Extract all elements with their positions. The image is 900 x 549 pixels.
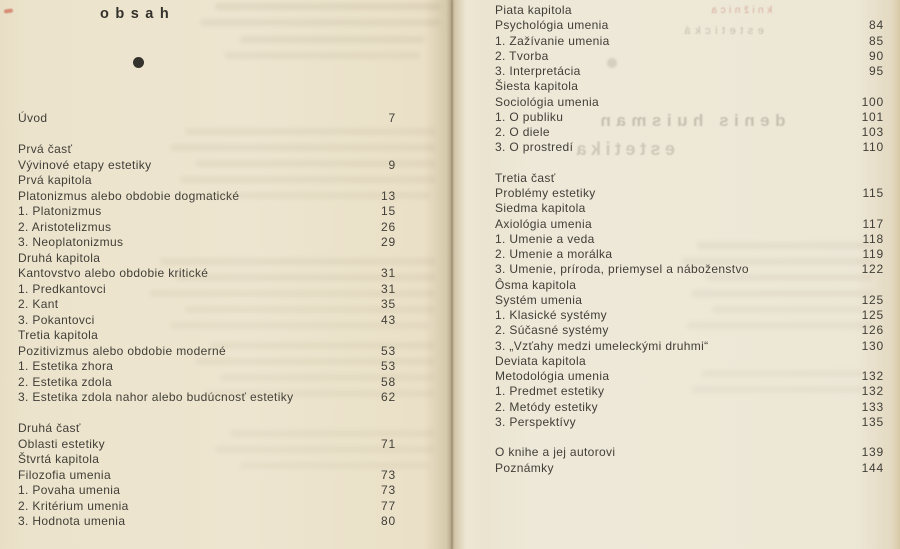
toc-entry-title: 2. Metódy estetiky <box>495 399 599 414</box>
toc-entry <box>18 111 396 127</box>
toc-entry-title: 1. O publiku <box>495 109 564 124</box>
toc-entry-title: 3. Hodnota umenia <box>18 514 126 528</box>
toc-entry-page-number: 43 <box>381 312 396 327</box>
toc-entry <box>18 375 396 391</box>
toc-list-right <box>495 3 884 476</box>
toc-entry-page-number: 9 <box>388 157 396 172</box>
toc-entry-page-number: 26 <box>381 219 396 234</box>
toc-entry <box>495 232 884 247</box>
toc-heading <box>495 79 884 94</box>
toc-entry-title: Prvá časť <box>18 142 73 156</box>
toc-entry-page-number: 103 <box>861 125 884 139</box>
toc-heading <box>495 354 884 369</box>
toc-entry <box>18 189 396 205</box>
toc-entry-title: 2. Aristotelizmus <box>18 219 112 234</box>
toc-entry-page-number: 58 <box>381 374 396 389</box>
toc-entry-title: 1. Predkantovci <box>18 281 106 296</box>
toc-entry-page-number: 73 <box>381 483 396 497</box>
toc-entry-title: Psychológia umenia <box>495 18 609 33</box>
toc-entry <box>495 461 884 476</box>
toc-entry-title: Ôsma kapitola <box>495 277 577 292</box>
toc-entry-title: Siedma kapitola <box>495 201 586 216</box>
contents-title: obsah <box>100 6 176 22</box>
toc-entry <box>18 282 396 298</box>
toc-entry-title: Pozitivizmus alebo obdobie moderné <box>18 343 227 358</box>
bleedthrough-line <box>200 19 440 26</box>
toc-entry-page-number: 100 <box>861 94 884 109</box>
bleedthrough-line <box>215 3 440 10</box>
toc-entry <box>495 247 884 262</box>
toc-entry <box>495 400 884 415</box>
toc-entry-page-number: 90 <box>869 48 884 63</box>
toc-list-left <box>18 111 396 530</box>
toc-entry-title: Druhá časť <box>18 421 81 435</box>
toc-entry <box>495 34 884 49</box>
toc-entry-page-number: 31 <box>381 266 396 280</box>
toc-entry <box>495 384 884 399</box>
toc-entry-page-number: 133 <box>861 399 884 414</box>
toc-entry-page-number: 125 <box>861 308 884 322</box>
toc-entry-page-number: 73 <box>381 467 396 482</box>
toc-entry-title: Vývinové etapy estetiky <box>18 157 152 172</box>
toc-entry-title: Štvrtá kapitola <box>18 452 100 466</box>
toc-entry-page-number: 132 <box>861 369 884 383</box>
toc-entry <box>495 18 884 33</box>
toc-entry-title: Prvá kapitola <box>18 173 92 187</box>
toc-entry <box>18 359 396 375</box>
toc-entry-page-number: 118 <box>862 231 884 246</box>
toc-entry-title: 3. O prostredí <box>495 140 574 155</box>
toc-entry <box>495 49 884 64</box>
toc-entry <box>18 204 396 220</box>
toc-entry-title: 1. Estetika zhora <box>18 359 114 373</box>
toc-entry <box>18 514 396 530</box>
toc-heading <box>495 201 884 216</box>
toc-entry-title: Problémy estetiky <box>495 186 596 200</box>
toc-entry-title: Druhá kapitola <box>18 250 101 265</box>
toc-entry <box>495 186 884 201</box>
toc-spacer <box>18 127 396 143</box>
toc-entry <box>18 266 396 282</box>
toc-entry-title: 2. Kritérium umenia <box>18 498 129 513</box>
toc-entry <box>18 499 396 515</box>
toc-entry-title: Filozofia umenia <box>18 467 111 482</box>
toc-entry-title: 3. Estetika zdola nahor alebo budúcnosť estetiky <box>18 390 294 404</box>
toc-entry-page-number: 115 <box>862 186 884 200</box>
toc-entry-page-number: 126 <box>861 323 884 338</box>
toc-entry-title: 2. Kant <box>18 297 59 311</box>
toc-heading <box>18 142 396 158</box>
toc-entry-title: 1. Umenie a veda <box>495 231 595 246</box>
toc-entry <box>18 437 396 453</box>
toc-entry-page-number: 130 <box>861 338 884 353</box>
red-pencil-mark <box>4 8 13 13</box>
toc-entry-title <box>18 127 22 143</box>
toc-entry <box>18 158 396 174</box>
toc-entry-title: Deviata kapitola <box>495 353 586 368</box>
toc-entry-title: Šiesta kapitola <box>495 79 579 94</box>
toc-heading <box>18 421 396 437</box>
toc-entry <box>18 313 396 329</box>
toc-entry-page-number: 139 <box>861 445 884 460</box>
toc-entry-page-number: 84 <box>869 18 884 33</box>
toc-entry <box>495 293 884 308</box>
toc-heading <box>495 278 884 293</box>
toc-entry-title: Oblasti estetiky <box>18 436 105 451</box>
toc-spacer <box>495 430 884 445</box>
toc-entry-page-number: 117 <box>862 216 884 231</box>
divider-dot <box>133 57 144 68</box>
toc-spacer <box>18 406 396 422</box>
toc-entry <box>495 323 884 338</box>
toc-entry <box>495 339 884 354</box>
toc-entry-title: O knihe a jej autorovi <box>495 445 616 460</box>
toc-entry-page-number: 144 <box>861 460 884 475</box>
toc-entry-title: 3. Umenie, príroda, priemysel a náboženstvo <box>495 262 749 277</box>
toc-entry-title: 3. Pokantovci <box>18 312 95 327</box>
toc-entry-title: 2. Tvorba <box>495 48 549 63</box>
toc-entry-page-number: 110 <box>862 140 884 155</box>
toc-entry-page-number: 132 <box>861 384 884 399</box>
bleedthrough-line <box>225 52 420 59</box>
toc-heading <box>18 173 396 189</box>
toc-heading <box>495 171 884 186</box>
toc-entry-title <box>495 430 499 445</box>
toc-entry-page-number: 77 <box>381 498 396 513</box>
toc-entry <box>18 468 396 484</box>
toc-heading <box>18 328 396 344</box>
toc-entry-page-number: 53 <box>381 359 396 373</box>
toc-entry-page-number: 95 <box>869 64 884 78</box>
toc-entry-title <box>18 406 22 422</box>
toc-entry <box>18 297 396 313</box>
toc-entry <box>495 95 884 110</box>
ghost-author-name: denis huisman <box>595 111 786 130</box>
toc-entry <box>495 262 884 277</box>
toc-entry <box>495 217 884 232</box>
toc-entry-title: Piata kapitola <box>495 3 572 17</box>
toc-heading <box>18 452 396 468</box>
ghost-series-subtitle: estetická <box>680 25 764 37</box>
toc-entry-title: Úvod <box>18 111 48 125</box>
toc-entry <box>495 110 884 125</box>
toc-entry-page-number: 101 <box>861 109 884 124</box>
toc-entry <box>495 140 884 155</box>
toc-entry-page-number: 119 <box>862 247 884 261</box>
right-page <box>452 0 900 549</box>
toc-entry-page-number: 7 <box>388 111 396 125</box>
toc-entry-title: 2. Umenie a morálka <box>495 247 613 261</box>
toc-entry <box>495 308 884 323</box>
toc-entry-title: 3. Perspektívy <box>495 414 576 429</box>
toc-entry-page-number: 31 <box>381 281 396 296</box>
ghost-series-name: knižnica <box>708 5 773 16</box>
toc-entry-page-number: 135 <box>861 414 884 429</box>
toc-entry-page-number: 122 <box>861 262 884 277</box>
toc-entry-page-number: 71 <box>381 436 396 451</box>
toc-entry-page-number: 15 <box>381 204 396 218</box>
toc-entry-title: 3. „Vzťahy medzi umeleckými druhmi“ <box>495 338 709 353</box>
toc-entry <box>18 483 396 499</box>
toc-entry-title <box>495 156 499 171</box>
toc-entry-page-number: 29 <box>381 235 396 249</box>
toc-entry <box>18 390 396 406</box>
toc-entry <box>18 235 396 251</box>
toc-entry-title: 1. Platonizmus <box>18 204 102 218</box>
toc-entry-page-number: 125 <box>861 292 884 307</box>
toc-entry-title: 2. O diele <box>495 125 550 139</box>
toc-entry-title: Sociológia umenia <box>495 94 600 109</box>
toc-entry-page-number: 80 <box>381 514 396 528</box>
toc-entry-title: 1. Klasické systémy <box>495 308 608 322</box>
toc-heading <box>495 3 884 18</box>
toc-entry-title: 1. Povaha umenia <box>18 483 121 497</box>
toc-entry-page-number: 62 <box>381 390 396 404</box>
toc-entry <box>495 125 884 140</box>
toc-entry <box>495 445 884 460</box>
bleedthrough-line <box>240 36 425 43</box>
toc-entry-title: Metodológia umenia <box>495 369 610 383</box>
toc-entry-title: 3. Neoplatonizmus <box>18 235 124 249</box>
toc-entry-title: 2. Estetika zdola <box>18 374 112 389</box>
toc-entry-title: Kantovstvo alebo obdobie kritické <box>18 266 209 280</box>
toc-entry-title: 1. Zažívanie umenia <box>495 33 610 48</box>
ghost-book-title: estetika <box>572 139 676 159</box>
toc-entry-page-number: 13 <box>381 188 396 203</box>
toc-entry <box>495 64 884 79</box>
toc-entry <box>18 220 396 236</box>
toc-entry <box>495 415 884 430</box>
toc-entry-title: Systém umenia <box>495 292 583 307</box>
toc-entry-page-number: 53 <box>381 343 396 358</box>
toc-entry-title: 3. Interpretácia <box>495 64 581 78</box>
toc-entry-title: 2. Súčasné systémy <box>495 323 609 338</box>
toc-entry <box>18 344 396 360</box>
toc-entry-title: Poznámky <box>495 460 554 475</box>
toc-entry-page-number: 85 <box>869 33 884 48</box>
toc-spacer <box>495 156 884 171</box>
toc-entry-title: 1. Predmet estetiky <box>495 384 605 399</box>
toc-entry-title: Platonizmus alebo obdobie dogmatické <box>18 188 240 203</box>
toc-entry-title: Tretia kapitola <box>18 328 99 342</box>
toc-heading <box>18 251 396 267</box>
toc-entry <box>495 369 884 384</box>
toc-entry-page-number: 35 <box>381 297 396 311</box>
toc-entry-title: Axiológia umenia <box>495 216 592 231</box>
toc-entry-title: Tretia časť <box>495 170 556 185</box>
